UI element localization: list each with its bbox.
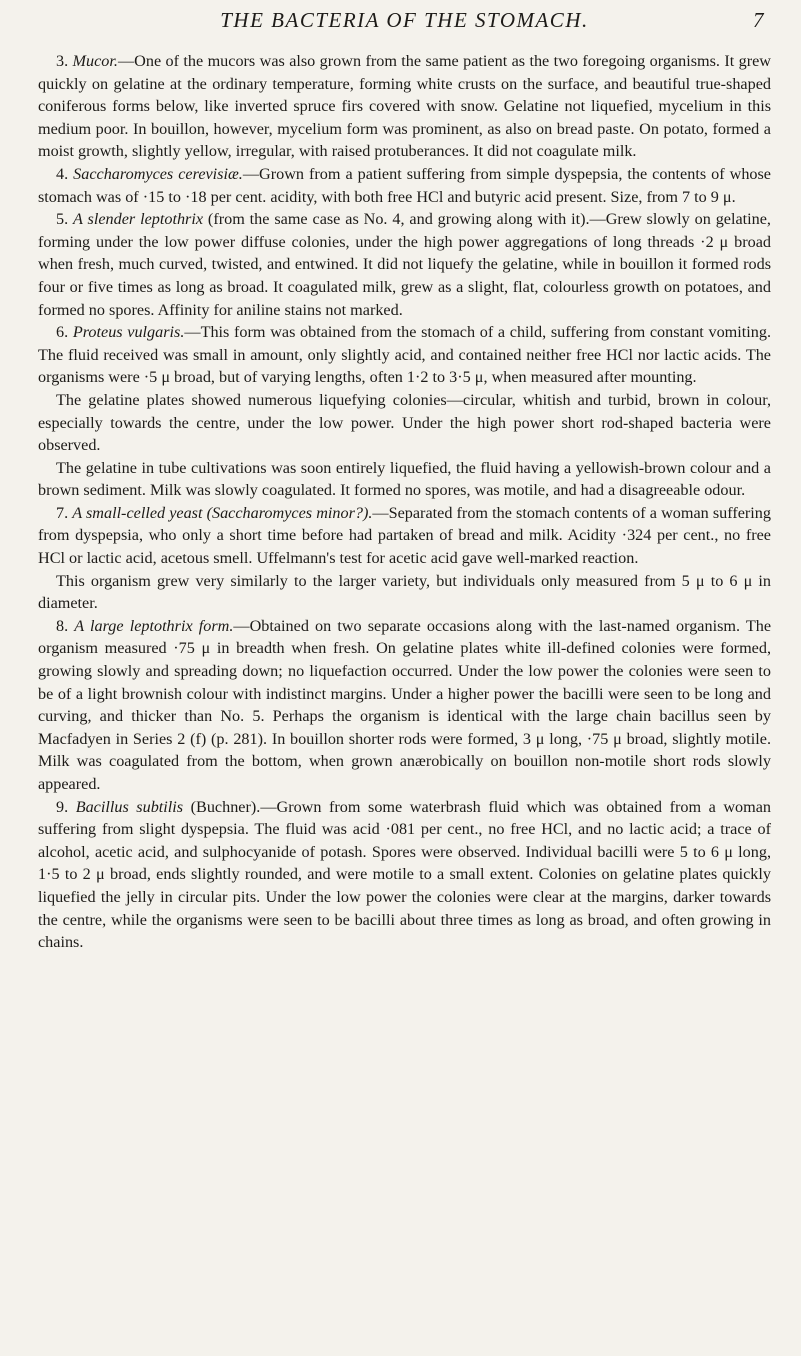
para-number: 8. (56, 616, 69, 635)
paragraph-5 (38, 208, 771, 321)
paragraph-7 (38, 502, 771, 570)
para-text: This organism grew very similarly to the larger variety, but individuals only measured from 5 μ to 6 μ in diameter. (38, 571, 771, 613)
para-heading: Bacillus subtilis (75, 797, 184, 816)
para-text: —This form was obtained from the stomach of a child, suffering from constant vomiting. The fluid received was small in amount, only slightly acid, and contained neither free HCl nor lactic acids. The organisms were ·5 μ broad, but of varying lengths, often 1·2 to 3·5 μ, when measured after mounting. (38, 323, 771, 387)
para-text: —Separated from the stomach contents of a woman suffering from dyspepsia, who only a short time before had partaken of bread and milk. Acidity ·324 per cent., no free HCl or lactic acid, acetous smell. Uffelmann's test for acetic acid gave well-marked reaction. (38, 503, 771, 568)
para-text: —Grown from a patient suffering from simple dyspepsia, the contents of whose stomach was of ·15 to ·18 per cent. acidity, with both free HCl and butyric acid present. Size, from 7 to 9 μ. (38, 164, 771, 206)
page-number: 7 (753, 8, 765, 32)
para-heading: Proteus vulgaris. (72, 323, 185, 342)
para-number: 4. (56, 164, 69, 183)
para-text: (from the same case as No. 4, and growing along with it).—Grew slowly on gelatine, forming under the low power diffuse colonies, under the high power aggregations of long threads ·2 μ broad when fresh, much curved, twisted, and entwined. It did not liquefy the gelatine, while in bouillon it formed rods four or five times as long as broad. It coagulated milk, grew as a slight, flat, colourless growth on potatoes, and formed no spores. Affinity for aniline stains not marked. (38, 210, 771, 319)
paragraph-3 (38, 50, 771, 163)
para-number: 3. (56, 52, 69, 70)
paragraph-6 (38, 321, 771, 389)
para-heading: Saccharomyces cerevisiæ. (73, 164, 243, 183)
paragraph-7-size (38, 570, 771, 615)
para-text: —Obtained on two separate occasions along with the last-named organism. The organism measured ·75 μ in breadth when fresh. On gelatine plates white ill-defined colonies were formed, growing slowly and spreading down; no liquefaction occurred. Under the low power the colonies were seen to be of a light brownish colour with indistinct margins. Under a higher power the bacilli were seen to be long and curving, and thicker than No. 5. Perhaps the organism is identical with the large chain bacillus seen by Macfadyen in Series 2 (f) (p. 281). In bouillon shorter rods were formed, 3 μ long, ·75 μ broad, slightly motile. Milk was coagulated from the bottom, when grown anærobically on bouillon non-motile short rods slowly appeared. (38, 616, 772, 793)
para-heading: A small-celled yeast (Saccharomyces minor?). (72, 503, 373, 522)
paragraph-6-tubes (38, 457, 771, 502)
para-heading: A large leptothrix form. (74, 616, 234, 635)
para-number: 9. (56, 797, 69, 816)
running-head (38, 0, 771, 40)
para-number: 5. (56, 210, 69, 229)
para-text: (Buchner).—Grown from some waterbrash fluid which was obtained from a woman suffering from slight dyspepsia. The fluid was acid ·081 per cent., no free HCl, and no lactic acid; a trace of alcohol, acetic acid, and sulphocyanide of potash. Spores were observed. Individual bacilli were 5 to 6 μ long, 1·5 to 2 μ broad, ends slightly rounded, and were motile to a small extent. Colonies on gelatine plates quickly liquefied the jelly in circular pits. Under the low power the colonies were clear at the margins, darker towards the centre, while the organisms were seen to be bacilli about three times as long as broad, and often growing in chains. (38, 797, 771, 952)
para-text: —One of the mucors was also grown from the same patient as the two foregoing organisms. It grew quickly on gelatine at the ordinary temperature, forming white crusts on the surface, and beautiful true-shaped coniferous forms below, like inverted spruce firs covered with snow. Gelatine not liquefied, mycelium in this medium poor. In bouillon, however, mycelium form was prominent, as also on bread paste. On potato, formed a moist growth, slightly yellow, irregular, with raised protuberances. It did not coagulate milk. (38, 52, 771, 161)
body-text (38, 50, 771, 954)
paragraph-6-plates (38, 389, 771, 457)
para-text: The gelatine plates showed numerous liquefying colonies—circular, whitish and turbid, brown in colour, especially towards the centre, under the low power. Under the high power short rod-shaped bacteria were observed. (38, 390, 771, 455)
para-heading: A slender leptothrix (73, 210, 204, 229)
para-number: 7. (56, 503, 69, 522)
paragraph-9 (38, 796, 771, 954)
paragraph-8 (38, 615, 771, 796)
para-heading: Mucor. (72, 52, 118, 70)
running-title: THE BACTERIA OF THE STOMACH. (220, 8, 589, 32)
para-number: 6. (56, 323, 69, 342)
para-text: The gelatine in tube cultivations was soon entirely liquefied, the fluid having a yellowish-brown colour and a brown sediment. Milk was slowly coagulated. It formed no spores, was motile, and had a disagreeable odour. (38, 458, 771, 500)
paragraph-4 (38, 163, 771, 208)
